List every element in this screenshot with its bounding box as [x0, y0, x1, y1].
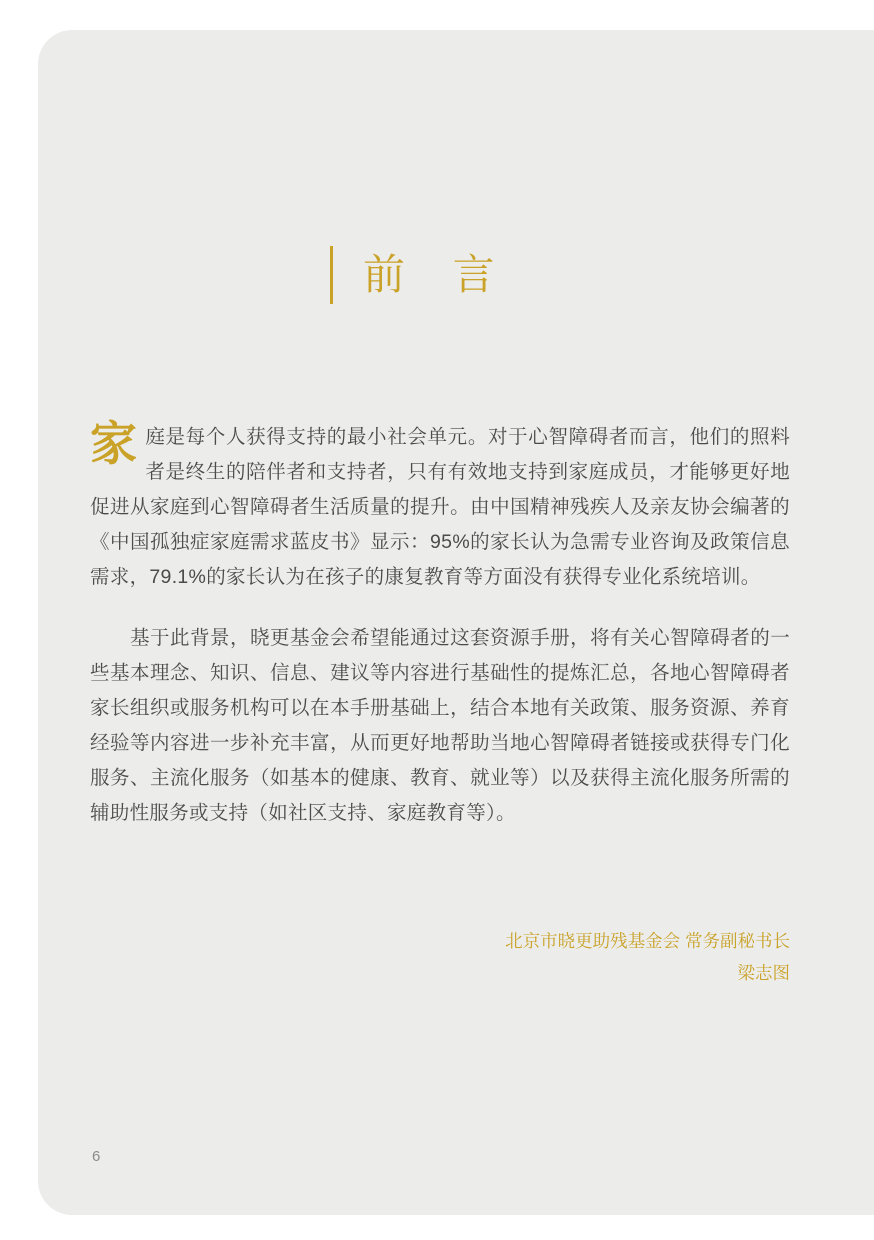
page-title: 前 言: [363, 251, 513, 298]
page-title-block: [90, 230, 790, 320]
body-text: [90, 417, 790, 857]
page-content: [90, 30, 790, 1215]
title-accent-bar-icon: [330, 246, 333, 304]
signature-name: 梁志图: [737, 963, 790, 983]
signature-block: [90, 925, 790, 989]
paragraph-2: 基于此背景，晓更基金会希望能通过这套资源手册，将有关心智障碍者的一些基本理念、知识、信息、建议等内容进行基础性的提炼汇总，各地心智障碍者家长组织或服务机构可以在本手册基础上，结合本地有关政策、服务资源、养育经验等内容进一步补充丰富，从而更好地帮助当地心智障碍者链接或获得专门化服务、主流化服务（如基本的健康、教育、就业等）以及获得主流化服务所需的辅助性服务或支持（如社区支持、家庭教育等）。: [90, 627, 790, 824]
paragraph-1-text: 庭是每个人获得支持的最小社会单元。对于心智障碍者而言，他们的照料者是终生的陪伴者和支持者，只有有效地支持到家庭成员，才能够更好地促进从家庭到心智障碍者生活质量的提升。由中国精神残疾人及亲友协会编著的《中国孤独症家庭需求蓝皮书》显示：95%的家长认为急需专业咨询及政策信息需求，79.1%的家长认为在孩子的康复教育等方面没有获得专业化系统培训。: [90, 426, 790, 588]
page-number: 6: [92, 1148, 101, 1165]
drop-cap: 家: [90, 417, 138, 472]
paragraph-1: [90, 417, 790, 595]
signature-organization: 北京市晓更助残基金会 常务副秘书长: [505, 931, 790, 951]
